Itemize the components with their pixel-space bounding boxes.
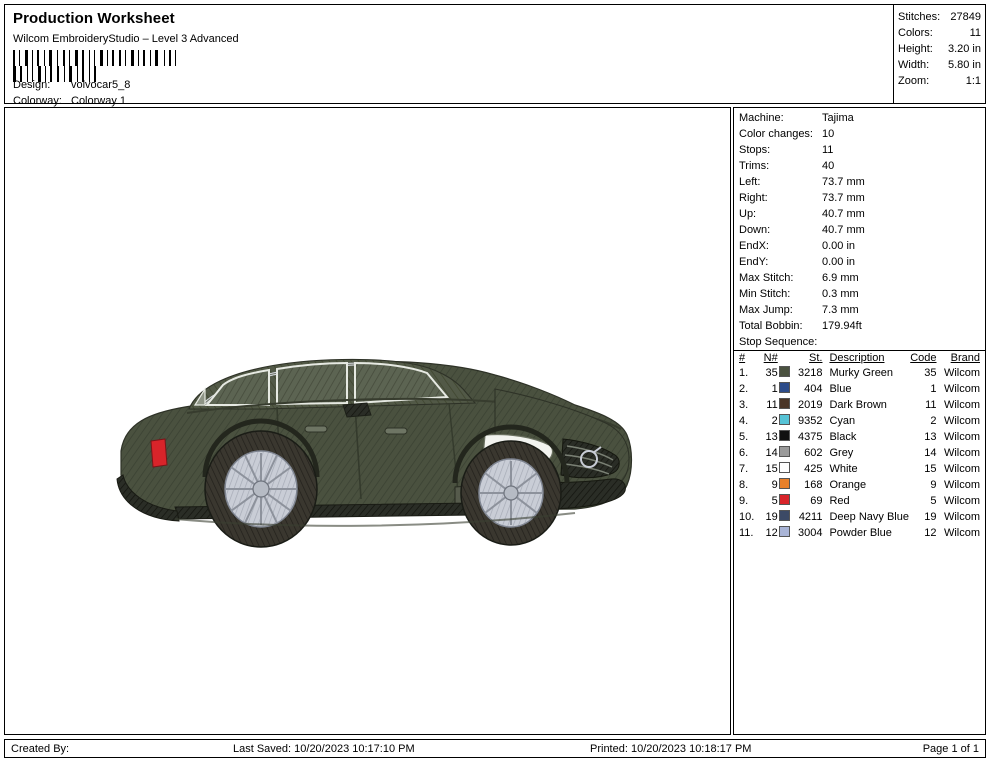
row-brand: Wilcom: [943, 447, 980, 459]
design-value: volvocar5_8: [71, 79, 131, 91]
info-up-label: Up:: [739, 208, 757, 220]
worksheet-header: [4, 4, 986, 107]
color-swatch-icon: [779, 398, 790, 409]
info-total-bobbin-label: Total Bobbin:: [739, 320, 803, 332]
row-index: 11.: [739, 527, 754, 539]
row-stitches: 3004: [797, 527, 823, 539]
row-description: Cyan: [829, 415, 856, 427]
stat-zoom-value: 1:1: [965, 75, 981, 87]
row-brand: Wilcom: [943, 431, 980, 443]
info-color-changes-label: Color changes:: [739, 128, 813, 140]
info-total-bobbin-value: 179.94ft: [822, 320, 862, 332]
info-max-jump-label: Max Jump:: [739, 304, 793, 316]
info-stops: [734, 142, 985, 158]
row-description: Red: [829, 495, 850, 507]
row-needle: 5: [771, 495, 778, 507]
info-stops-label: Stops:: [739, 144, 771, 156]
application-name: Wilcom EmbroideryStudio – Level 3 Advanced: [13, 33, 239, 45]
stat-width-label: Width:: [898, 59, 930, 71]
row-index: 1.: [739, 367, 749, 379]
row-needle: 1: [771, 383, 778, 395]
info-endy-label: EndY:: [739, 256, 769, 268]
row-description: Grey: [829, 447, 854, 459]
table-row: [734, 429, 985, 445]
row-brand: Wilcom: [943, 367, 980, 379]
table-row: [734, 413, 985, 429]
row-description: Orange: [829, 479, 867, 491]
stat-width-value: 5.80 in: [947, 59, 981, 71]
row-index: 8.: [739, 479, 749, 491]
stat-height-label: Height:: [898, 43, 933, 55]
row-code: 13: [924, 431, 937, 443]
col-stitches: St.: [809, 352, 823, 364]
header-left: [5, 5, 895, 107]
row-code: 2: [930, 415, 937, 427]
info-max-jump-value: 7.3 mm: [822, 304, 859, 316]
color-swatch-icon: [779, 526, 790, 537]
row-brand: Wilcom: [943, 479, 980, 491]
row-index: 9.: [739, 495, 749, 507]
row-brand: Wilcom: [943, 463, 980, 475]
info-right: [734, 190, 985, 206]
info-trims: [734, 158, 985, 174]
stat-colors-value: 11: [969, 27, 981, 39]
info-left: [734, 174, 985, 190]
design-field: [13, 79, 413, 93]
info-color-changes: [734, 126, 985, 142]
row-code: 5: [930, 495, 937, 507]
row-needle: 12: [765, 527, 778, 539]
row-stitches: 168: [804, 479, 823, 491]
row-stitches: 404: [804, 383, 823, 395]
row-needle: 13: [765, 431, 778, 443]
row-needle: 35: [765, 367, 778, 379]
row-description: Blue: [829, 383, 852, 395]
stat-width: [894, 57, 985, 73]
color-swatch-icon: [779, 510, 790, 521]
row-description: Deep Navy Blue: [829, 511, 909, 523]
info-trims-value: 40: [822, 160, 835, 172]
design-barcode: [13, 50, 178, 66]
stat-colors-label: Colors:: [898, 27, 933, 39]
color-swatch-icon: [779, 430, 790, 441]
row-index: 10.: [739, 511, 755, 523]
table-row: [734, 509, 985, 525]
row-index: 6.: [739, 447, 749, 459]
row-needle: 19: [765, 511, 778, 523]
row-stitches: 4375: [797, 431, 823, 443]
info-left-value: 73.7 mm: [822, 176, 865, 188]
info-machine-label: Machine:: [739, 112, 784, 124]
stat-height: [894, 41, 985, 57]
info-max-stitch: [734, 270, 985, 286]
row-description: Powder Blue: [829, 527, 892, 539]
col-needle: N#: [763, 352, 778, 364]
table-header-row: [734, 351, 985, 365]
col-code: Code: [910, 352, 937, 364]
row-brand: Wilcom: [943, 527, 980, 539]
table-row: [734, 477, 985, 493]
row-code: 15: [924, 463, 937, 475]
info-endx: [734, 238, 985, 254]
info-endy-value: 0.00 in: [822, 256, 856, 268]
row-needle: 15: [765, 463, 778, 475]
row-needle: 11: [766, 399, 778, 411]
info-min-stitch: [734, 286, 985, 302]
info-stops-value: 11: [822, 144, 834, 156]
design-preview-image: [55, 263, 665, 563]
header-stats-panel: [893, 5, 985, 103]
row-code: 11: [925, 399, 937, 411]
row-brand: Wilcom: [943, 383, 980, 395]
machine-info-panel: [733, 107, 986, 735]
info-up: [734, 206, 985, 222]
info-down-label: Down:: [739, 224, 771, 236]
info-min-stitch-label: Min Stitch:: [739, 288, 791, 300]
row-code: 12: [924, 527, 937, 539]
row-index: 4.: [739, 415, 749, 427]
info-machine: [734, 110, 985, 126]
row-stitches: 69: [810, 495, 823, 507]
stat-zoom: [894, 73, 985, 89]
color-swatch-icon: [779, 462, 790, 473]
row-code: 9: [930, 479, 937, 491]
info-total-bobbin: [734, 318, 985, 334]
stat-height-value: 3.20 in: [947, 43, 981, 55]
row-description: White: [829, 463, 858, 475]
table-row: [734, 365, 985, 381]
row-stitches: 9352: [797, 415, 823, 427]
table-row: [734, 525, 985, 541]
row-code: 35: [924, 367, 937, 379]
machine-info-list: [734, 108, 985, 334]
footer-printed: Printed: 10/20/2023 10:18:17 PM: [590, 743, 752, 755]
row-index: 2.: [739, 383, 749, 395]
row-description: Black: [829, 431, 857, 443]
info-max-stitch-value: 6.9 mm: [822, 272, 859, 284]
col-brand: Brand: [950, 352, 980, 364]
table-row: [734, 445, 985, 461]
row-stitches: 3218: [797, 367, 823, 379]
row-code: 19: [924, 511, 937, 523]
info-endx-label: EndX:: [739, 240, 769, 252]
row-description: Murky Green: [829, 367, 894, 379]
row-stitches: 4211: [798, 511, 823, 523]
colorway-label: Colorway:: [13, 95, 62, 107]
col-description: Description: [829, 352, 885, 364]
color-swatch-icon: [779, 446, 790, 457]
col-index: #: [739, 352, 746, 364]
info-max-jump: [734, 302, 985, 318]
row-brand: Wilcom: [943, 415, 980, 427]
row-stitches: 602: [804, 447, 823, 459]
stop-sequence-table: [734, 351, 985, 541]
info-right-label: Right:: [739, 192, 768, 204]
info-min-stitch-value: 0.3 mm: [822, 288, 859, 300]
info-up-value: 40.7 mm: [822, 208, 865, 220]
row-needle: 2: [771, 415, 778, 427]
info-down-value: 40.7 mm: [822, 224, 865, 236]
footer-last-saved: Last Saved: 10/20/2023 10:17:10 PM: [233, 743, 415, 755]
info-right-value: 73.7 mm: [822, 192, 865, 204]
worksheet-footer: [4, 739, 986, 758]
row-code: 1: [930, 383, 937, 395]
row-brand: Wilcom: [943, 511, 980, 523]
stat-colors: [894, 25, 985, 41]
info-endx-value: 0.00 in: [822, 240, 856, 252]
info-down: [734, 222, 985, 238]
stat-stitches-label: Stitches:: [898, 11, 941, 23]
footer-created-by: Created By:: [11, 743, 70, 755]
info-trims-label: Trims:: [739, 160, 770, 172]
row-stitches: 2019: [797, 399, 823, 411]
table-row: [734, 381, 985, 397]
row-needle: 9: [771, 479, 778, 491]
col-swatch: [778, 351, 791, 365]
info-endy: [734, 254, 985, 270]
row-index: 7.: [739, 463, 749, 475]
stat-stitches-value: 27849: [950, 11, 981, 23]
row-description: Dark Brown: [829, 399, 887, 411]
colorway-value: Colorway 1: [71, 95, 127, 107]
row-index: 5.: [739, 431, 749, 443]
table-row: [734, 397, 985, 413]
color-swatch-icon: [779, 494, 790, 505]
row-index: 3.: [739, 399, 749, 411]
stat-stitches: [894, 9, 985, 25]
color-swatch-icon: [779, 478, 790, 489]
footer-page-number: Page 1 of 1: [922, 743, 979, 755]
table-row: [734, 461, 985, 477]
row-stitches: 425: [804, 463, 823, 475]
info-left-label: Left:: [739, 176, 761, 188]
color-swatch-icon: [779, 414, 790, 425]
color-swatch-icon: [779, 366, 790, 377]
row-brand: Wilcom: [943, 399, 980, 411]
row-code: 14: [924, 447, 937, 459]
info-max-stitch-label: Max Stitch:: [739, 272, 794, 284]
info-color-changes-value: 10: [822, 128, 835, 140]
page-title: Production Worksheet: [13, 10, 175, 27]
info-machine-value: Tajima: [822, 112, 854, 124]
design-label: Design:: [13, 79, 51, 91]
stat-zoom-label: Zoom:: [898, 75, 930, 87]
color-swatch-icon: [779, 382, 790, 393]
stop-sequence-heading: Stop Sequence:: [734, 334, 985, 351]
row-brand: Wilcom: [943, 495, 980, 507]
table-row: [734, 493, 985, 509]
row-needle: 14: [765, 447, 778, 459]
design-canvas: [4, 107, 731, 735]
